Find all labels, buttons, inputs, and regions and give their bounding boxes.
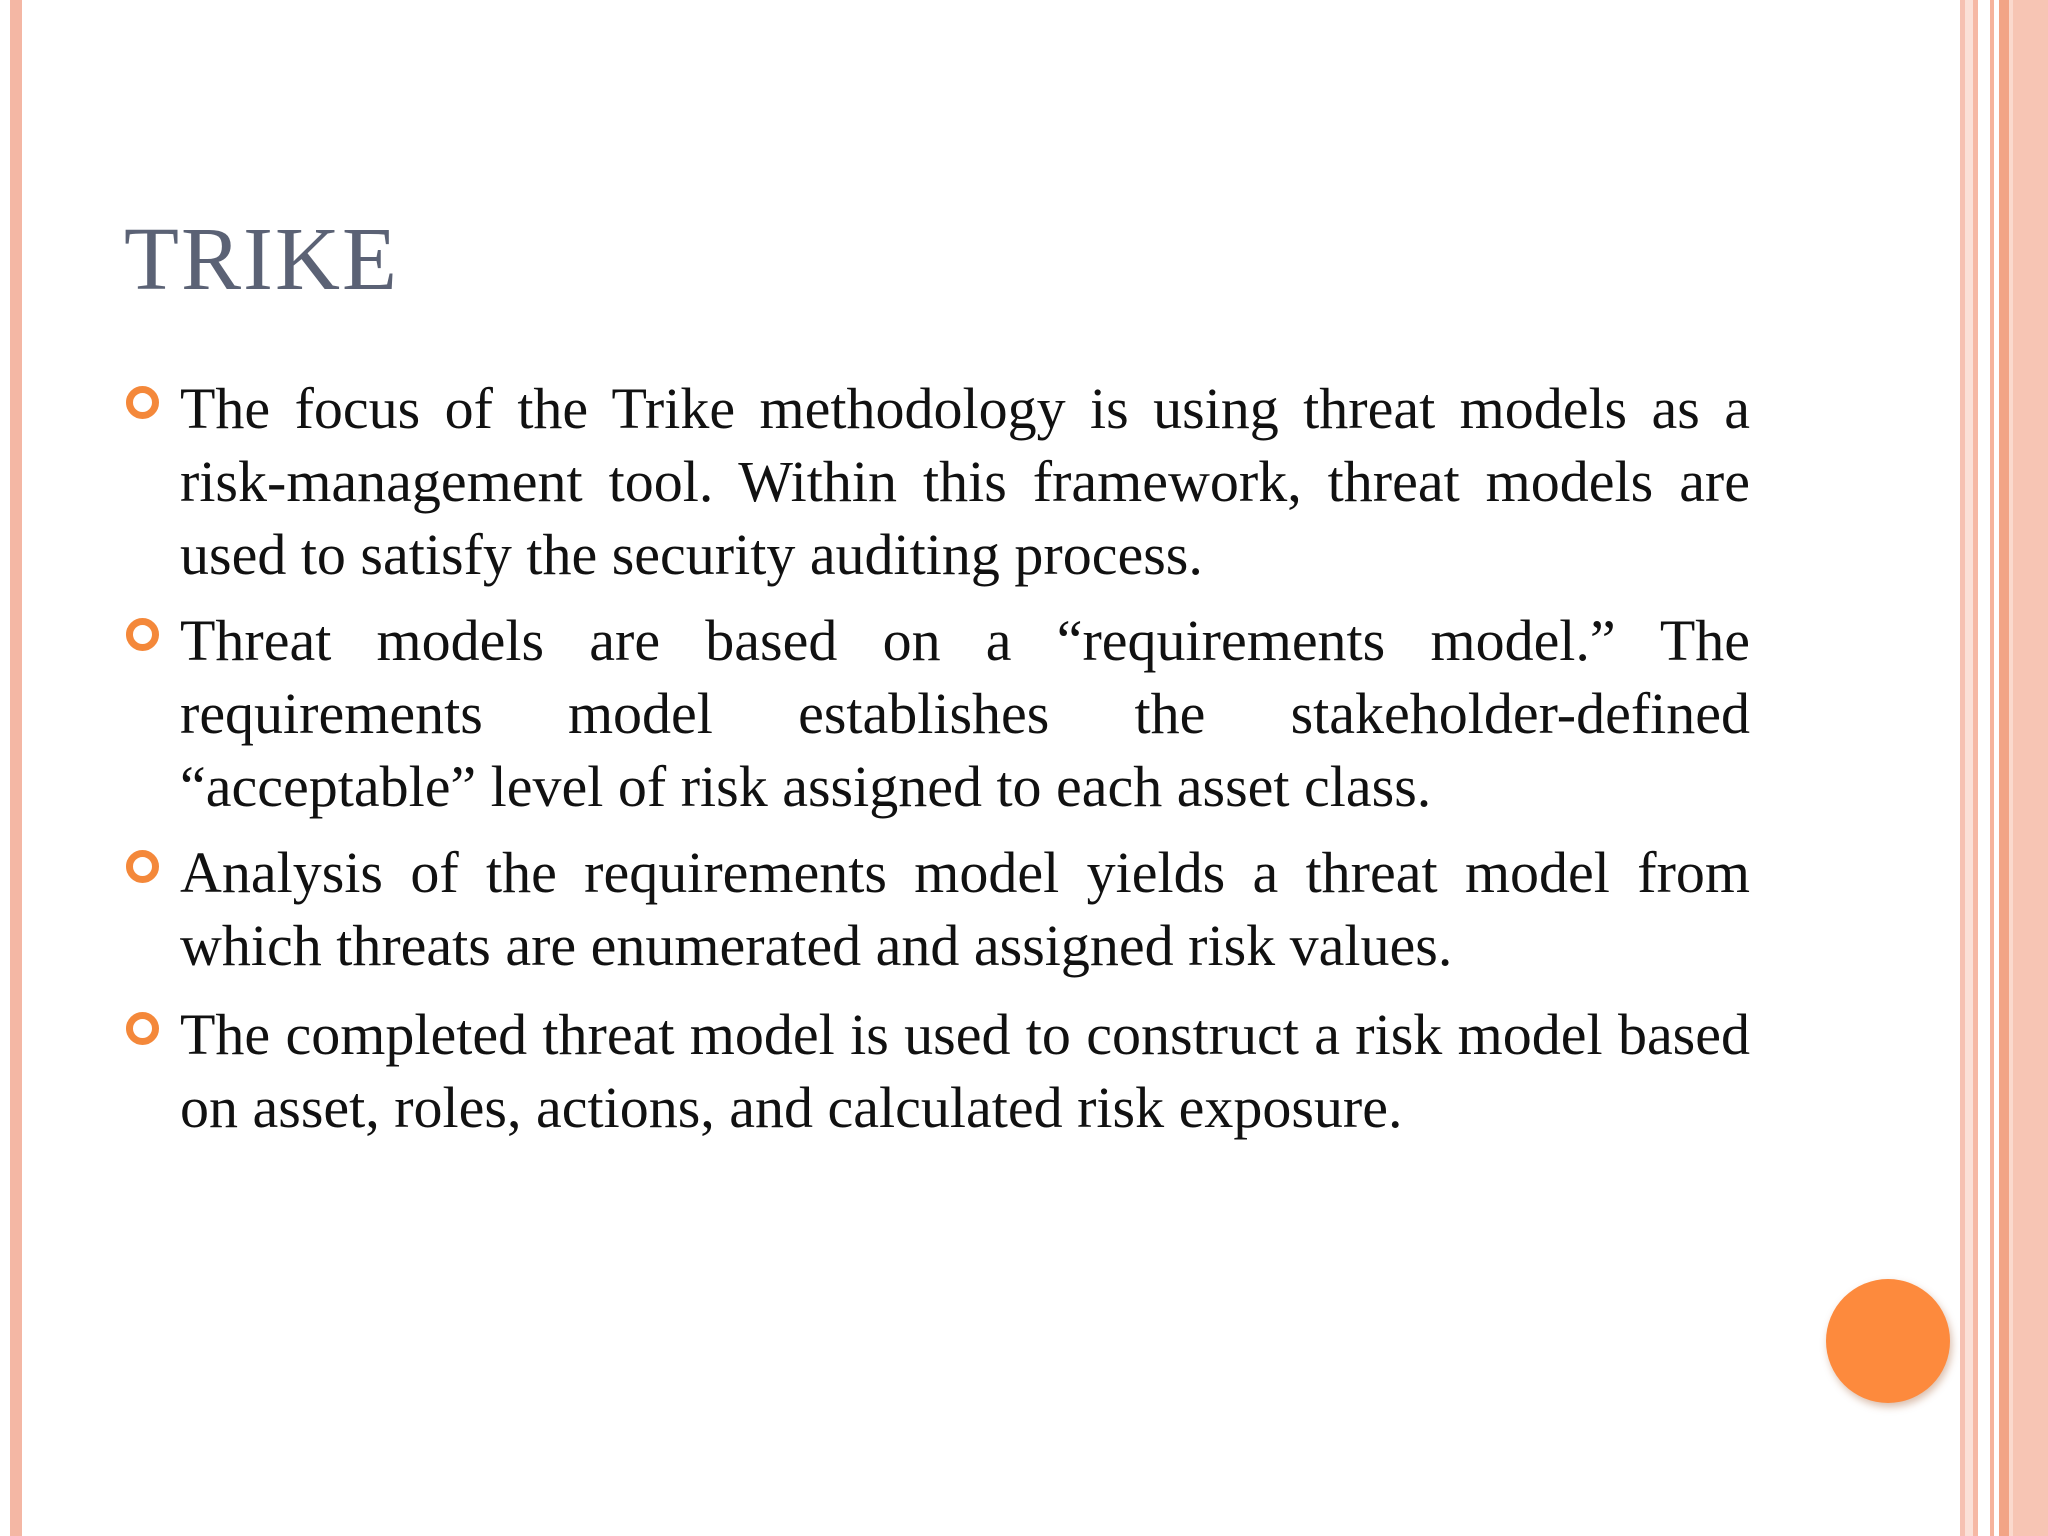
bullet-item [180,604,1750,823]
left-border-stripe [10,0,22,1536]
bullet-text: Threat models are based on a “requirements model.” The requirements model establishes the stakeholder-defined “acceptable” level of risk assigned to each asset class. [180,608,1750,819]
ring-bullet-icon [126,1012,159,1045]
bullet-item [180,372,1750,591]
bullet-text: Analysis of the requirements model yields a threat model from which threats are enumerated and assigned risk values. [180,840,1750,978]
bullet-item [180,836,1750,982]
right-stripe-2 [1965,0,1973,1536]
ring-bullet-icon [126,850,159,883]
right-border-stripes [1960,0,2048,1536]
orange-circle-decoration [1826,1279,1950,1403]
right-stripe-9 [2013,0,2048,1536]
bullet-item [180,998,1750,1144]
right-stripe-7 [1999,0,2009,1536]
slide-title: TRIKE [124,210,399,309]
bullet-text: The completed threat model is used to construct a risk model based on asset, roles, actions, and calculated risk exposure. [180,1002,1750,1140]
bullet-text: The focus of the Trike methodology is using threat models as a risk-management tool. Within this framework, threat models are used to satisfy the security auditing process. [180,376,1750,587]
bullet-list [180,372,1750,1157]
ring-bullet-icon [126,386,159,419]
ring-bullet-icon [126,618,159,651]
right-stripe-4 [1978,0,1990,1536]
